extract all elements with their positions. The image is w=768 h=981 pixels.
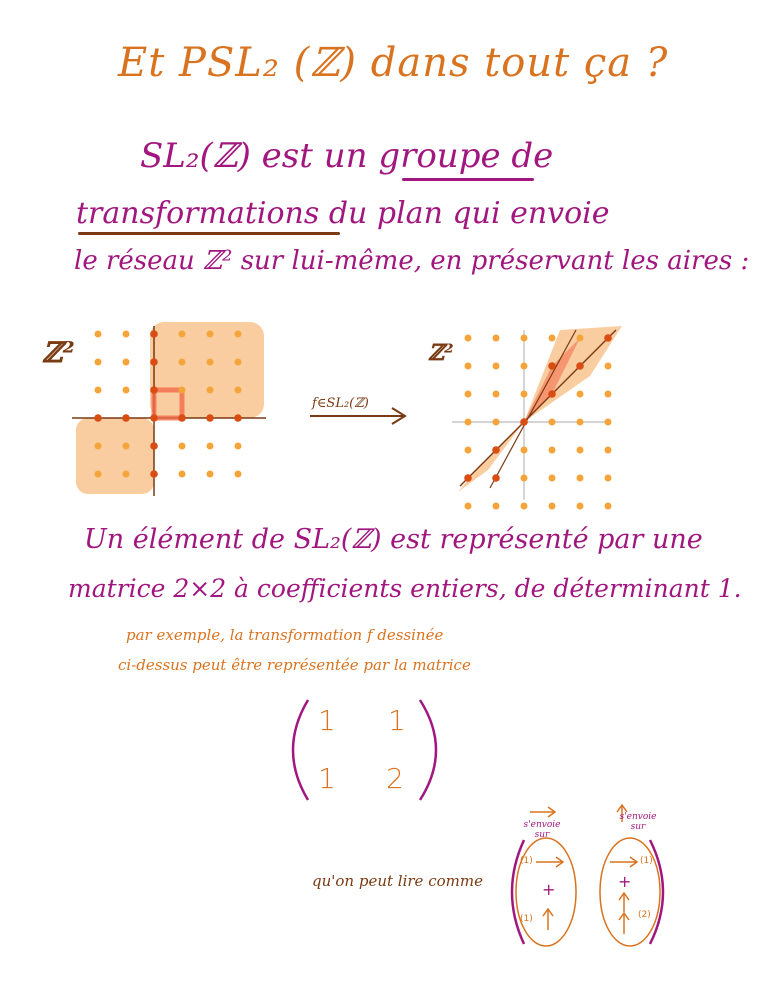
- right-arrow-icon: [530, 807, 555, 817]
- column-1-bottom-coef: (1): [520, 914, 533, 924]
- lattice-dot: [521, 447, 528, 454]
- lattice-dot: [465, 363, 472, 370]
- column-1-right-arrow-icon: [536, 857, 563, 867]
- right-lattice: [452, 326, 622, 510]
- lattice-dot: [605, 419, 612, 426]
- lattice-dot: [605, 503, 612, 510]
- lattice-dot: [493, 503, 500, 510]
- lattice-dot: [604, 334, 612, 342]
- left-shade-top-right: [150, 322, 264, 418]
- lattice-dot: [123, 359, 130, 366]
- matrix-entry-b: 1: [388, 704, 406, 737]
- column-2-right-arrow-icon: [610, 857, 637, 867]
- lattice-dot: [150, 414, 158, 422]
- right-lattice-label: ℤ²: [428, 340, 454, 366]
- lattice-dot: [95, 443, 102, 450]
- intro-line-2-end: du plan qui envoie: [319, 196, 610, 231]
- column-2-ellipse: [600, 838, 660, 946]
- lattice-dot: [179, 359, 186, 366]
- lattice-dot: [207, 359, 214, 366]
- lattice-dot: [493, 419, 500, 426]
- lattice-dot: [178, 414, 186, 422]
- right-line-b: [490, 330, 576, 488]
- definition-line-2: matrice 2×2 à coefficients entiers, de déterminant 1.: [68, 574, 742, 603]
- lattice-dot: [150, 470, 158, 478]
- matrix-entry-c: 1: [318, 762, 336, 795]
- lattice-dot: [179, 471, 186, 478]
- column-1-up-arrow-icon: [543, 909, 553, 930]
- groupe-word: groupe: [378, 136, 501, 176]
- column-2-bottom-coef: (2): [638, 910, 651, 920]
- lattice-dot: [577, 447, 584, 454]
- definition-line-1: Un élément de SL₂(ℤ) est représenté par une: [84, 524, 703, 555]
- lattice-dot: [521, 503, 528, 510]
- lattice-dot: [577, 335, 584, 342]
- column-2-up-arrows-icon: [619, 893, 629, 934]
- column-2-note: s'envoie sur: [619, 812, 657, 832]
- lattice-dot: [95, 387, 102, 394]
- reading-label: qu'on peut lire comme: [312, 872, 483, 890]
- lattice-dot: [605, 363, 612, 370]
- lattice-dot: [548, 362, 556, 370]
- arrow-label: f∈SL₂(ℤ): [312, 396, 369, 411]
- lattice-dot: [521, 475, 528, 482]
- left-lattice: [72, 322, 266, 496]
- intro-line-1-start: SL₂(ℤ) est un: [140, 136, 379, 176]
- lattice-dot: [123, 331, 130, 338]
- lattice-dot: [605, 447, 612, 454]
- lattice-dot: [577, 503, 584, 510]
- lattice-dot: [577, 419, 584, 426]
- lattice-dot: [122, 414, 130, 422]
- lattice-dot: [179, 331, 186, 338]
- lattice-dot: [549, 335, 556, 342]
- lattice-dot: [95, 471, 102, 478]
- example-line-2: ci-dessus peut être représentée par la matrice: [118, 656, 471, 674]
- lattice-dot: [465, 503, 472, 510]
- lattice-dot: [493, 391, 500, 398]
- lattice-dot: [95, 331, 102, 338]
- column-2-plus: +: [618, 872, 632, 891]
- lattice-dot: [235, 359, 242, 366]
- lattice-dot: [150, 442, 158, 450]
- lattice-dot: [605, 391, 612, 398]
- lattice-dot: [179, 387, 186, 394]
- lattice-dot: [234, 414, 242, 422]
- lattice-dot: [521, 363, 528, 370]
- matrix-right-paren: [420, 700, 436, 800]
- lattice-dot: [492, 446, 500, 454]
- lattice-dot: [179, 443, 186, 450]
- lattice-dot: [150, 386, 158, 394]
- intro-line-3: le réseau ℤ² sur lui-même, en préservant les aires :: [74, 246, 750, 276]
- lattice-dot: [206, 414, 214, 422]
- lattice-dot: [549, 503, 556, 510]
- lattice-dot: [465, 335, 472, 342]
- lattice-dot: [549, 419, 556, 426]
- column-1-note: s'envoie sur: [523, 820, 561, 840]
- lattice-dot: [94, 414, 102, 422]
- lattice-dot: [207, 331, 214, 338]
- intro-line-1-end: de: [500, 136, 554, 176]
- lattice-dot: [520, 418, 528, 426]
- lattice-dot: [235, 331, 242, 338]
- column-1-top-coef: (1): [520, 856, 533, 866]
- lattice-dot: [521, 335, 528, 342]
- lattice-dot: [150, 330, 158, 338]
- lattice-dot: [577, 475, 584, 482]
- example-line-1: par exemple, la transformation f dessinée: [126, 626, 444, 644]
- lattice-dot: [605, 475, 612, 482]
- lattice-dot: [207, 471, 214, 478]
- lattice-dot: [235, 443, 242, 450]
- lattice-dot: [549, 447, 556, 454]
- lattice-dot: [465, 391, 472, 398]
- lattice-dot: [548, 390, 556, 398]
- lattice-dot: [521, 391, 528, 398]
- left-shade-bottom-left: [76, 418, 154, 494]
- matrix-entry-d: 2: [386, 762, 404, 795]
- transformations-word: transformations: [76, 196, 320, 231]
- lattice-dot: [465, 419, 472, 426]
- lattice-dot: [577, 391, 584, 398]
- lattice-dot: [95, 359, 102, 366]
- lattice-dot: [207, 387, 214, 394]
- lattice-dot: [493, 363, 500, 370]
- lattice-dot: [549, 475, 556, 482]
- matrix-left-paren: [293, 700, 308, 800]
- lattice-dot: [207, 443, 214, 450]
- lattice-dot: [123, 443, 130, 450]
- page-title: Et PSL₂ (ℤ) dans tout ça ?: [118, 40, 669, 86]
- lattice-dot: [123, 387, 130, 394]
- lattice-dot: [576, 362, 584, 370]
- matrix-entry-a: 1: [318, 704, 336, 737]
- lattice-dot: [235, 387, 242, 394]
- lattice-dot: [492, 474, 500, 482]
- lattice-dot: [493, 335, 500, 342]
- lattice-dot: [464, 474, 472, 482]
- lattice-dot: [465, 447, 472, 454]
- column-2-top-coef: (1): [640, 856, 653, 866]
- right-line-a: [460, 330, 616, 486]
- lattice-dot: [123, 471, 130, 478]
- lattice-dot: [235, 471, 242, 478]
- column-1-plus: +: [542, 880, 556, 899]
- lattice-dot: [150, 358, 158, 366]
- left-lattice-label: ℤ²: [42, 336, 75, 369]
